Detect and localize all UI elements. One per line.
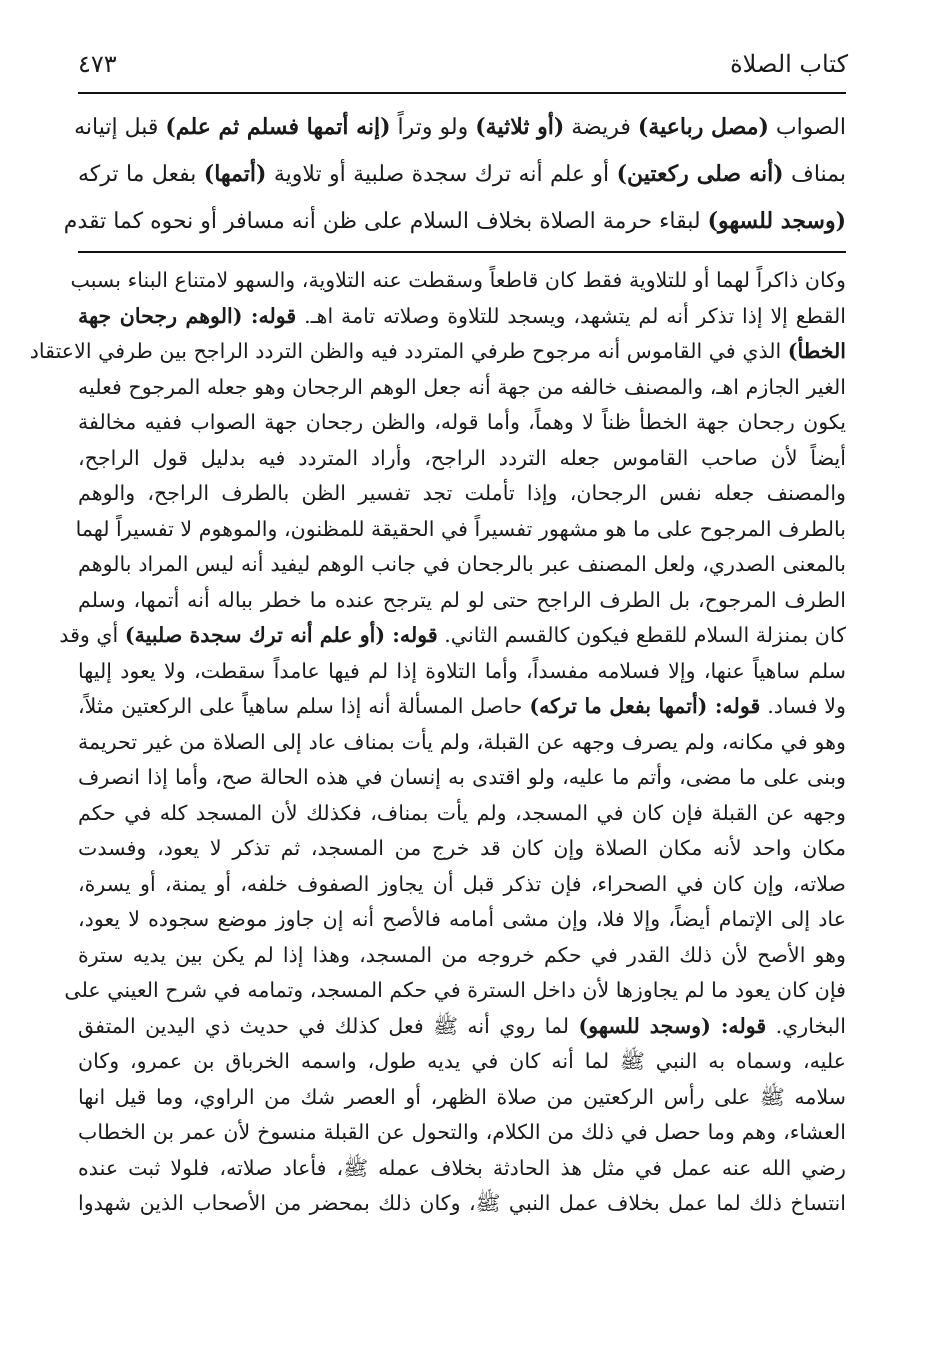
text-run: بالطرف المرجوح على ما هو مشهور تفسيراً في الحقيقة للمظنون، والموهوم لا تفسيراً لهما (75, 516, 846, 541)
commentary-line (64, 973, 846, 1009)
text-run: يكون رجحان جهة الخطأ ظناً لا وهماً، وأما قوله، والظن رجحان جهة الصواب ففيه مخالفة (78, 410, 846, 434)
commentary-line (29, 334, 846, 370)
text-run: وهو الأصح لأن ذلك القدر في حكم خروجه من المسجد، وهذا إذا لم يكن بين يديه سترة (78, 942, 846, 967)
main-text-line (63, 198, 846, 245)
text-run: رضي الله عنه عمل في مثل هذ الحادثة بخلاف عمله ﷺ، فأعاد صلاته، فلولا ثبت عنده (78, 1155, 846, 1180)
text-run: سلم ساهياً عنها، وإلا فسلامه مفسداً، وأما التلاوة إذا لم فيها عامداً سقطت، ولا يعود إليها (78, 658, 846, 683)
page-number: ٤٧٣ (78, 50, 117, 78)
text-run: حاصل المسألة أنه إذا سلم ساهياً على الركعتين مثلاً، (78, 694, 530, 718)
text-run: سلامه ﷺ على رأس الركعتين من صلاة الظهر، أو العصر شك من الراوي، وما قيل انها (78, 1084, 846, 1109)
bold-quote: قوله: (الوهم رجحان جهة (78, 303, 297, 328)
text-run: الغير الجازم اهـ، والمصنف خالفه من جهة أنه جعل الوهم الرجحان وهو جعله المرجوح فعليه (78, 374, 846, 399)
commentary-line (78, 547, 846, 583)
commentary-line (78, 1009, 846, 1045)
text-run: لبقاء حرمة الصلاة بخلاف السلام على ظن أنه مسافر أو نحوه كما تقدم (63, 209, 708, 234)
text-run: والمصنف جعله نفس الرجحان، وإذا تأملت تجد تفسير الظن بالطرف الراجح، والوهم (78, 481, 846, 505)
commentary-line (78, 654, 846, 690)
text-run: أو علم أنه ترك سجدة صلبية أو تلاوية (266, 162, 617, 187)
commentary-line (78, 405, 846, 441)
commentary-line (78, 1044, 846, 1080)
text-run: انتساخ ذلك لما عمل بخلاف عمل النبي ﷺ، وكان ذلك بمحضر من الأصحاب الذين شهدوا (78, 1191, 846, 1215)
commentary-line (78, 441, 846, 477)
text-run: مكان واحد لأنه مكان الصلاة وإن كان قد خرج من المسجد، ثم تذكر لا يعود، وفسدت (78, 836, 846, 860)
text-run: صلاته، وإن كان في الصحراء، فإن تذكر قبل أن يجاوز الصفوف خلفه، أو يمنة، أو يسرة، (78, 871, 846, 896)
text-run: فريضة (564, 115, 638, 140)
commentary-line (78, 796, 846, 832)
commentary-line (78, 760, 846, 796)
text-run: الذي في القاموس أنه مرجوح طرفي المتردد فيه والظن التردد الراجح بين طرفي الاعتقاد (29, 339, 788, 363)
bold-quote: الخطأ) (787, 339, 846, 363)
text-run: بفعل ما تركه (78, 162, 204, 187)
text-run: وجهه عن القبلة فإن كان في المسجد، ولم يأت بمناف، فكذلك لأن المسجد كله في حكم (78, 800, 846, 825)
text-run: البخاري. (766, 1013, 846, 1038)
text-run: بالمعنى الصدري، ولعل المصنف عبر بالرجحان في جانب الوهم ليفيد أنه ليس المراد بالوهم (78, 552, 846, 576)
text-run: وكان ذاكراً لهما أو للتلاوية فقط كان قاطعاً وسقطت عنه التلاوية، والسهو لامتناع البناء بسبب (70, 268, 846, 292)
text-run: عاد إلى الإتمام أيضاً، وإلا فلا، وإن مشى أمامه فالأصح أنه إن جاوز موضع سجوده لا يعود، (78, 907, 846, 931)
commentary-line (78, 938, 846, 974)
text-run: وبنى على ما مضى، وأتم ما عليه، ولو اقتدى به إنسان في هذه الحالة صح، وأما إذا انصرف (78, 765, 846, 789)
text-run: وهو في مكانه، ولم يصرف وجهه عن القبلة، ولم يأت بمناف عاد إلى الصلاة من غير تحريمة (78, 729, 846, 754)
commentary-line (78, 1115, 846, 1151)
commentary-line (78, 1151, 846, 1187)
text-run: الطرف المرجوح، بل الطرف الراجح حتى لو لم يترجح عنده ما خطر بباله أنه أتمها، وسلم (78, 587, 846, 612)
commentary-line (78, 299, 846, 335)
text-run: فإن كان يعود ما لم يجاوزها لأن داخل السترة في حكم المسجد، وتمامه في شرح العيني على (64, 978, 846, 1002)
commentary-line (78, 902, 846, 938)
main-text (63, 104, 847, 245)
bold-quote: (مصل رباعية) (637, 114, 769, 140)
text-run: عليه، وسماه به النبي ﷺ لما أنه كان في يديه طول، واسمه الخرباق بن عمرو، وكان (78, 1049, 846, 1073)
commentary-line (78, 689, 846, 725)
commentary-line (78, 1186, 846, 1222)
bold-quote: (أنه صلى ركعتين) (616, 161, 784, 187)
text-run: لما روي أنه ﷺ فعل كذلك في حديث ذي اليدين المتفق (78, 1013, 579, 1038)
text-run: الصواب (768, 115, 846, 140)
text-run: القطع إلا إذا تذكر أنه لم يتشهد، ويسجد للتلاوة وصلاته تامة اهـ. (296, 303, 846, 328)
commentary-line (78, 831, 846, 867)
commentary-line (78, 725, 846, 761)
main-text-line (74, 104, 846, 151)
text-run: ولو وتراً (390, 115, 476, 140)
bold-quote: قوله: (أو علم أنه ترك سجدة صلبية) (124, 623, 438, 647)
text-run: العشاء، وهم وما حصل في ذلك من الكلام، والتحول عن القبلة منسوخ لأن عمر بن الخطاب (78, 1120, 846, 1144)
text-run: بمناف (783, 162, 847, 187)
bold-quote: (وسجد للسهو) (707, 208, 846, 234)
commentary-line (78, 867, 846, 903)
commentary-line (70, 263, 846, 299)
text-run: أي وقد (59, 623, 125, 647)
bold-quote: قوله: (أتمها بفعل ما تركه) (529, 694, 761, 718)
commentary-line (78, 583, 846, 619)
text-run: ولا فساد. (760, 694, 846, 718)
commentary-line (75, 512, 846, 548)
commentary-line (78, 476, 846, 512)
text-run: كان بمنزلة السلام للقطع فيكون كالقسم الثاني. (437, 623, 846, 647)
main-text-line (78, 151, 846, 198)
book-title: كتاب الصلاة (730, 50, 848, 78)
commentary-text (29, 263, 846, 1222)
header-divider (78, 92, 846, 94)
commentary-line (78, 1080, 846, 1116)
commentary-line (59, 618, 846, 654)
bold-quote: قوله: (وسجد للسهو) (578, 1013, 767, 1038)
text-run: قبل إتيانه (74, 115, 166, 140)
commentary-line (78, 370, 846, 406)
text-run: أيضاً لأن صاحب القاموس جعله التردد الراجح، وأراد المتردد فيه بدليل قول الراجح، (78, 445, 846, 470)
page-header (78, 38, 848, 78)
text-divider (78, 251, 846, 253)
bold-quote: (أو ثلاثية) (475, 114, 565, 140)
bold-quote: (أتمها) (203, 161, 267, 187)
bold-quote: (إنه أتمها فسلم ثم علم) (165, 114, 391, 140)
